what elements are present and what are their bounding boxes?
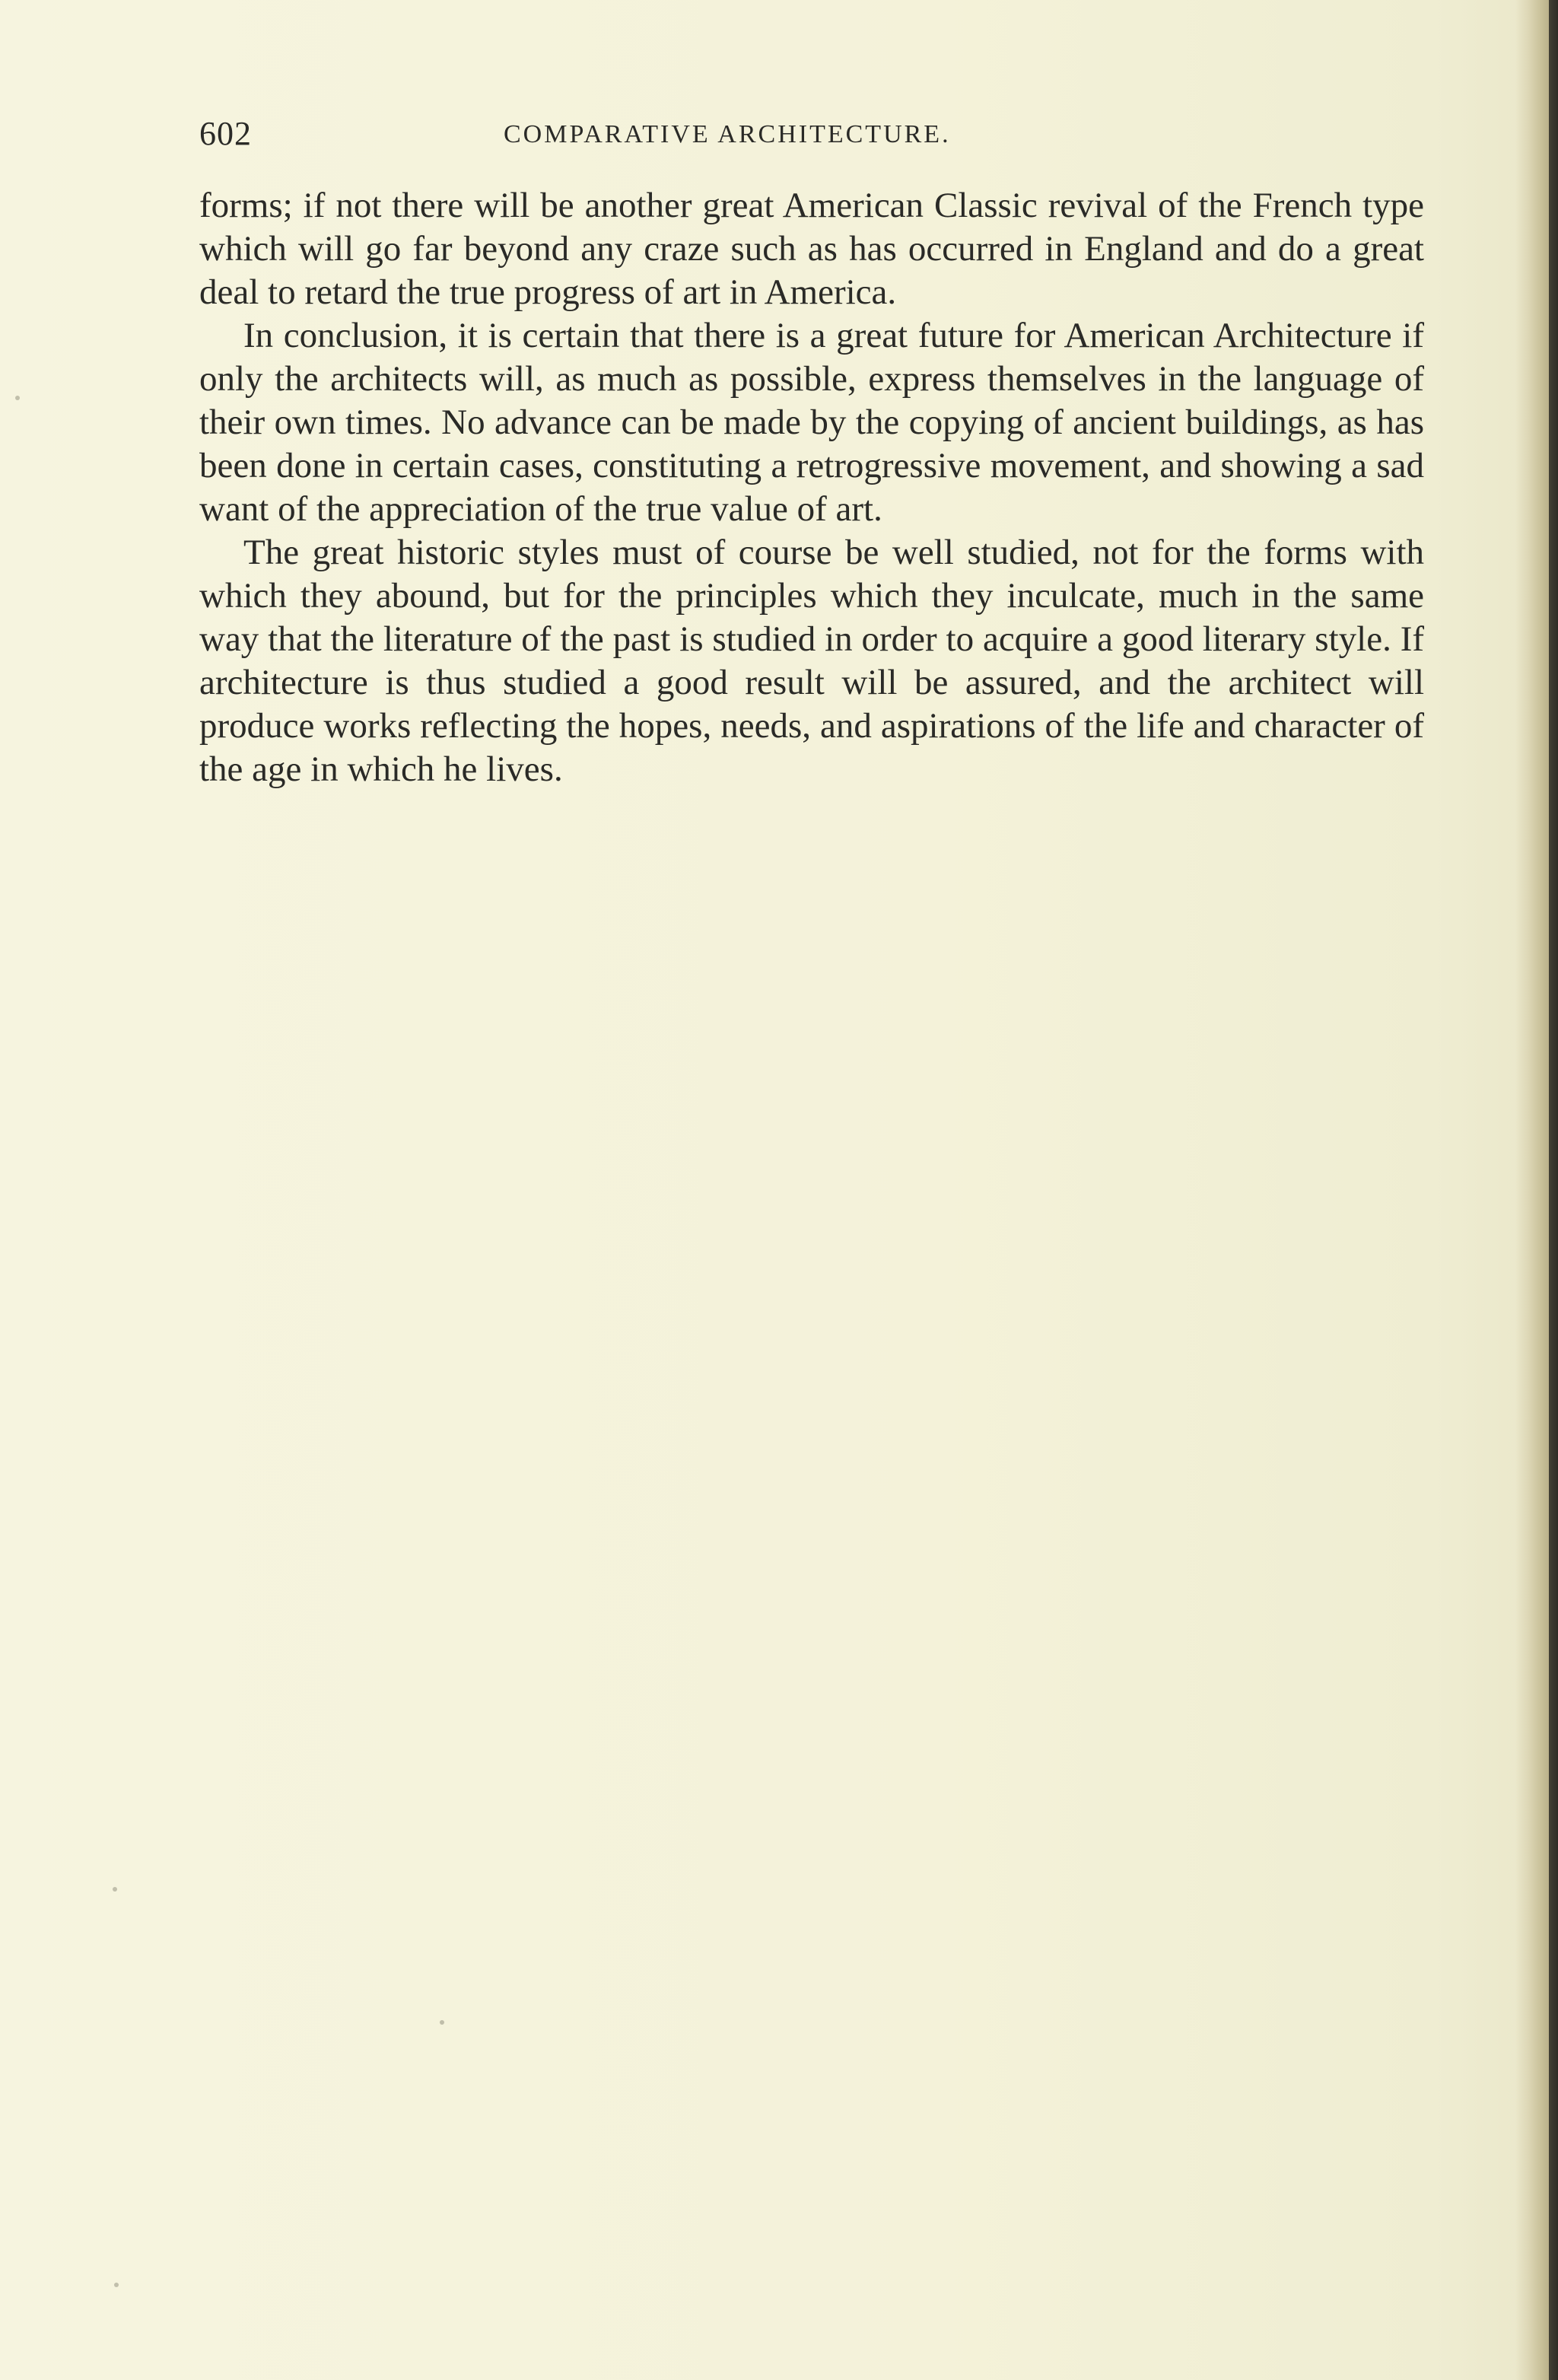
- paper-speck: [440, 2020, 444, 2025]
- body-text: [199, 184, 1424, 791]
- paper-speck: [114, 2283, 119, 2287]
- page-header: [199, 114, 1430, 160]
- paragraph-1: forms; if not there will be another great American Classic revival of the French type which will go far beyond any craze such as has occurred in England and do a great deal to retard the true progress of art in America.: [199, 186, 1424, 312]
- paragraph-2: In conclusion, it is certain that there is a great future for American Architecture if only the architects will, as much as possible, express themselves in the language of their own times. No advance can be made by the copying of ancient buildings, as has been done in certain cases, constituting a retrogressive movement, and showing a sad want of the appreciation of the true value of art.: [199, 316, 1424, 529]
- paper-speck: [15, 396, 20, 400]
- paragraph-3: The great historic styles must of course be well studied, not for the forms with which they abound, but for the principles which they inculcate, much in the same way that the literature of the past is studied in order to acquire a good literary style. If architecture is thus studied a good result will be assured, and the architect will produce works reflecting the hopes, needs, and aspirations of the life and character of the age in which he lives.: [199, 533, 1424, 789]
- book-binding-edge: [1515, 0, 1558, 2380]
- running-head: COMPARATIVE ARCHITECTURE.: [504, 120, 951, 148]
- page-number: 602: [199, 115, 252, 152]
- paper-speck: [113, 1887, 117, 1892]
